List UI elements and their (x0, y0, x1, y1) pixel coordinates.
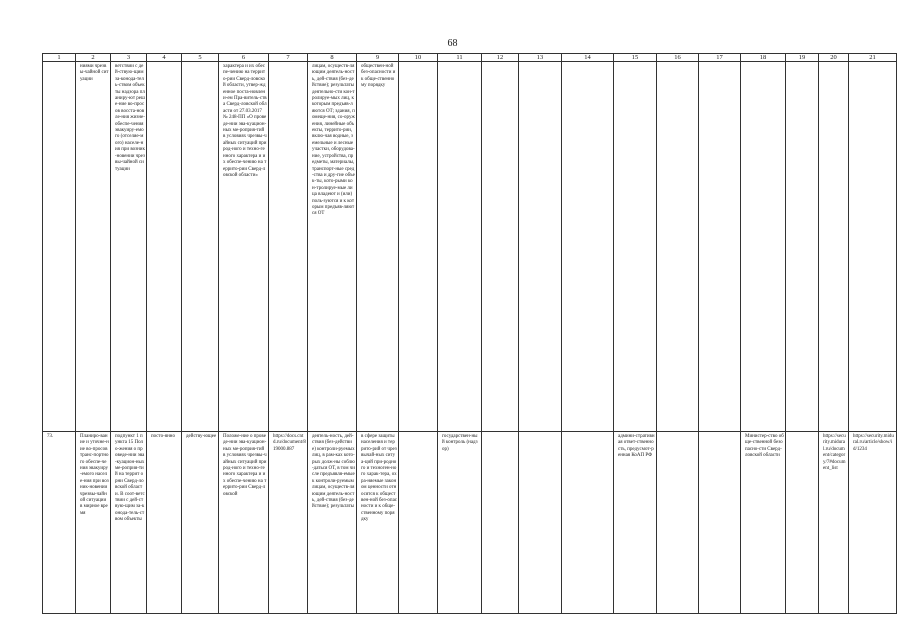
column-number: 15 (614, 54, 657, 62)
column-number: 11 (438, 54, 482, 62)
table-cell (699, 62, 741, 432)
table-cell: админи-стративная ответ-ственность, предусмот-ренная КоАП РФ (614, 432, 657, 614)
table-cell: деятель-ность, дей-ствия (без-действие) контроли-руемых лиц, в рам-ках кото-рых долж-ны соблю-даться ОТ, в том числе предъявля-емые к контроли-руемым лицам, осуществ-ляющим деятель-ность, дей-ствия (без-действие); результаты (308, 432, 357, 614)
table-cell (519, 62, 562, 432)
table-cell (399, 432, 438, 614)
table-cell (657, 62, 699, 432)
table-cell: характера и их обеспе-чению на террито-рии Сверд-ловской области, утвер-жденное поста-новлени-ем Пра-витель-ства Сверд-ловской области от 27.03.2017 № 248-ПП «О проведе-нии эва-куацион-ных ме-роприя-тий в условиях чрезвы-чайных ситуаций природ-ного и техно-генного характера и их обеспе-чению на террито-рии Сверд-ловской области» (219, 62, 269, 432)
table-cell: действу-ющее (182, 432, 219, 614)
column-number: 10 (399, 54, 438, 62)
column-number: 14 (562, 54, 614, 62)
column-number: 13 (519, 54, 562, 62)
table-cell: ниями чрезвы-чайной ситуации (76, 62, 111, 432)
table-cell (482, 432, 519, 614)
column-number: 12 (482, 54, 519, 62)
document-link[interactable]: https://docs.cntd.ru/document/819000.887 (269, 432, 308, 614)
column-number: 2 (76, 54, 111, 62)
table-cell (562, 62, 614, 432)
regulation-table (42, 53, 897, 614)
table-cell: лицам, осуществ-ляющим деятель-ность, дей-ствия (без-действие); результаты деятельно-сти кон-тролируе-мых лиц, к которым предъяв-ляются ОТ; здания, помеще-ния, со-оружения, линейные объекты, террито-рии, вклю-чая водные, земельные и лесные участки, оборудова-ние, устройства, предметы, материалы, транспорт-ные сред-ства и дру-гие объек-ты, кото-рыми кон-тролируе-мые лица владеют и (или) поль-зуются и к которым предъяв-ляются ОТ (308, 62, 357, 432)
table-cell (786, 62, 819, 432)
column-number: 16 (657, 54, 699, 62)
table-cell: в сфере защиты населения и террито-рий от чрезвычай-ных ситуа-ций при-родного и техноген-ного харак-тера, охра-няемые законом ценности относятся к обществен-ной без-опасности и к обще-ственному порядку (357, 432, 399, 614)
table-cell (699, 432, 741, 614)
table-cell: Планиро-вание и уточне-ние во-просов транс-портного обеспе-чения эвакуиру-емого населе-ния при возник-новении чрезвы-чайной ситуации в мирное время (76, 432, 111, 614)
column-number: 21 (849, 54, 897, 62)
table-cell (786, 432, 819, 614)
column-number: 8 (308, 54, 357, 62)
table-cell (43, 62, 76, 432)
table-cell (562, 432, 614, 614)
table-row-continuation (43, 62, 897, 432)
table-cell: Министер-ство обще-ственной безопасно-сти Сверд-ловской области (741, 432, 786, 614)
column-number: 17 (699, 54, 741, 62)
table-cell (147, 62, 182, 432)
column-number: 18 (741, 54, 786, 62)
column-number: 19 (786, 54, 819, 62)
table-cell (269, 62, 308, 432)
table-cell: посто-янно (147, 432, 182, 614)
table-cell (519, 432, 562, 614)
table-cell (849, 62, 897, 432)
table-cell (482, 62, 519, 432)
table-cell (819, 62, 849, 432)
column-number: 7 (269, 54, 308, 62)
table-cell: Положе-ние о проведе-нии эва-куацион-ных ме-роприя-тий в условиях чрезвы-чайных ситуаций природ-ного и техно-генного характера и их обеспе-чению на террито-рии Сверд-ловской (219, 432, 269, 614)
table-cell: подпункт 1 пункта 15 Поло-жения о проведе-нии эва-куацион-ных ме-роприя-тий на террит орни Сверд-ловской области. В соот-ветствии с дей-ствую-щим за-конода-тель-ством объекты (111, 432, 147, 614)
row-number: 73. (43, 432, 76, 614)
column-number: 4 (147, 54, 182, 62)
table-cell: государствен-ный контроль (надзор) (438, 432, 482, 614)
document-link[interactable]: https://security.midural.ru/document/category/7#document_list (819, 432, 849, 614)
column-number: 3 (111, 54, 147, 62)
page-number: 68 (447, 38, 458, 49)
document-link[interactable]: https://security.midural.ru/article/show/id/1234 (849, 432, 897, 614)
table-cell (657, 432, 699, 614)
table-row-73 (43, 432, 897, 614)
column-number: 5 (182, 54, 219, 62)
table-cell (614, 62, 657, 432)
table-cell (438, 62, 482, 432)
table-cell (399, 62, 438, 432)
column-number: 1 (43, 54, 76, 62)
column-number: 6 (219, 54, 269, 62)
column-number: 20 (819, 54, 849, 62)
table-cell (741, 62, 786, 432)
table-cell (182, 62, 219, 432)
column-number-row (43, 54, 897, 62)
table-cell: ветствии с дей-ствую-щим за-конода-тель-ством объекты надзора планиру-ют реше-ние во-просов восста-новле-ния жизне-обеспе-чения эвакуиру-емого (отселяе-мого) населе-ния при возник-новении чрезвы-чайной ситуации (111, 62, 147, 432)
table-cell: обществен-ной без-опасности и к обще-ственному порядку (357, 62, 399, 432)
column-number: 9 (357, 54, 399, 62)
